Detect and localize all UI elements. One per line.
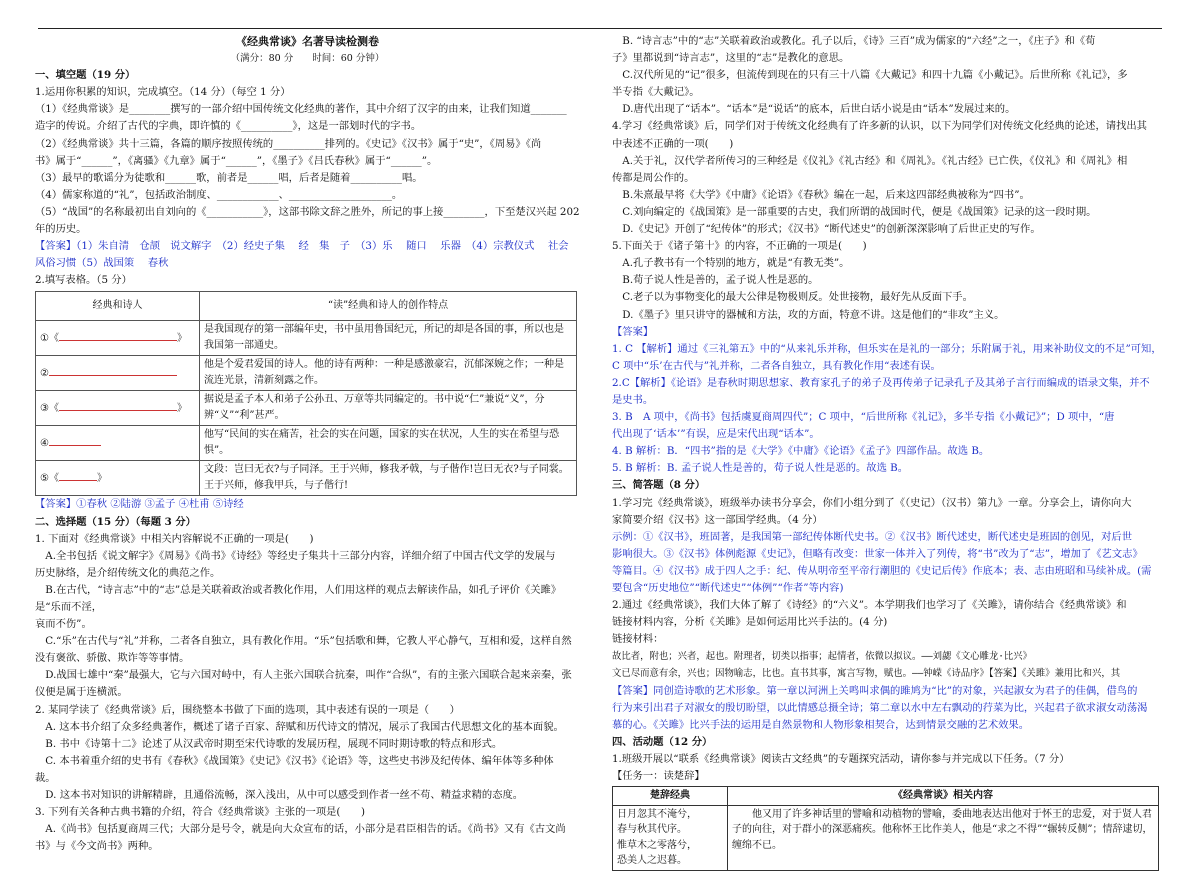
poet-table-header-col2: “读”经典和诗人的创作特点: [200, 292, 577, 321]
choice-text-line: D.《墨子》里只讲守的器械和方法，攻的方面，特意不讲。这是他们的“非攻”主义。: [612, 308, 1005, 321]
choice-text-line: D.唐代出现了“话本”。“话本”是“说话”的底本，后世白话小说是由“话本”发展过来的。: [612, 103, 1016, 116]
choice-text-line: 半专指《大戴记》。: [612, 86, 700, 99]
choice-text-line: C.“乐”在古代与“礼”并称，二者各自独立，具有教化作用。“乐”包括歌和舞，它教人平心静气，互相和爱，这样自然: [35, 635, 572, 648]
choice-text-line: 4.学习《经典常谈》后，同学们对于传统文化经典有了许多新的认识，以下为同学们对传统文化经典的论述，请找出其: [612, 120, 1147, 133]
choice-text-line: 历史脉络，是介绍传统文化的典范之作。: [35, 566, 221, 579]
task-chuci-line: 惟草木之零落兮，: [617, 839, 697, 851]
short-q1-answer-line: 要包含“历史地位”“断代述史”“体例”“作者”等内容): [612, 582, 844, 594]
choice-text-line: B. 书中《诗第十二》论述了从汉武帝时期至宋代诗歌的发展历程，展现不同时期诗歌的特点和形式。: [35, 737, 503, 750]
q1-text-line: （2）《经典常谈》共十三篇，各篇的顺序按照传统的__________排列的。《史记》《汉书》属于“史”，《周易》《尚: [35, 137, 542, 150]
section-heading-short: 三、简答题（8 分）: [612, 479, 706, 492]
choice-text-line: 5.下面关于《诸子第十》的内容，不正确的一项是( ): [612, 240, 867, 253]
choice-text-line: 3. 下列有关各种古典书籍的介绍，符合《经典常谈》主张的一项是( ): [35, 806, 366, 819]
q1-text-line: （3）最早的歌谣分为徒歌和______歌，前者是______唱，后者是随着__________唱。: [35, 171, 423, 184]
choice-questions-continued: [612, 33, 1164, 324]
short-q2-line: 2.通过《经典常谈》，我们大体了解了《诗经》的“六义”。本学期我们也学习了《关雎》，请你结合《经典常谈》和: [612, 599, 1127, 612]
row-label-end: 》: [176, 332, 187, 344]
choice-text-line: 中表述不正确的一项( ): [612, 137, 734, 150]
row-label: ④: [40, 437, 49, 449]
poet-table-row: [36, 461, 577, 496]
choice-answer-tag: 【答案】: [612, 325, 654, 338]
choice-text-line: B.朱熹最早将《大学》《中庸》《论语》《春秋》编在一起，后来这四部经典被称为“四书”。: [612, 188, 1030, 201]
task-table-header-col2: 《经典常谈》相关内容: [728, 787, 1159, 806]
q1-text-line: 年的历史。: [35, 223, 87, 236]
top-rule: [38, 28, 1162, 29]
choice-text-line: 子》里都说到“诗言志”，这里的“志”是教化的意思。: [612, 52, 850, 65]
task-table-header-col1: 楚辞经典: [613, 787, 728, 806]
row-label: ②: [40, 367, 49, 379]
row-label-end: 》: [176, 402, 187, 414]
poet-table: [35, 291, 577, 496]
short-q2: [612, 597, 1164, 631]
short-q1-answer-line: 示例：①《汉书》，班固著，是我国第一部纪传体断代史书。②《汉书》断代述史，断代述史是班固的创见，对后世: [612, 530, 1132, 543]
choice-text-line: 没有褒欲、骄傲、欺诈等等事情。: [35, 652, 190, 665]
answer-blank[interactable]: [49, 365, 177, 376]
page-subtitle: （满分：80 分 时间：60 分钟）: [230, 53, 385, 65]
choice-text-line: D. 这本书对知识的讲解精辟，且通俗流畅，深入浅出，从中可以感受到作者一丝不苟、精益求精的态度。: [35, 789, 524, 801]
choice-text-line: A.孔子教书有一个特别的地方，就是“有教无类”。: [612, 257, 850, 270]
page-title: 《经典常谈》名著导读检测卷: [236, 35, 379, 48]
section-heading-fill: 一、填空题（19 分）: [35, 69, 136, 82]
poet-table-blank-cell: [36, 391, 200, 426]
choice-answers: [612, 341, 1164, 478]
task-chuci-line: 春与秋其代序。: [617, 824, 687, 836]
choice-text-line: C. 本书着重介绍的史书有《春秋》《战国策》《史记》《汉书》《论语》等，这些史书涉及纪传体、编年体等多种体: [35, 754, 554, 767]
poet-table-description: 据说是孟子本人和弟子公孙丑、万章等共同编定的。书中说“仁”兼说“义”，分辨“义”“利”甚严。: [200, 391, 577, 426]
poet-table-row: [36, 391, 577, 426]
task-chuci-line: 日月忽其不淹兮，: [617, 808, 697, 820]
poet-table-row: [36, 321, 577, 356]
q1-answer-line: 【答案】（1）朱自清 仓颉 说文解字 （2）经史子集 经 集 子 （3）乐 随口 乐器 （4）宗教仪式 社会: [35, 240, 569, 253]
short-q1-line: 家简要介绍《汉书》这一部国学经典。（4 分）: [612, 513, 823, 526]
task-table: [612, 786, 1159, 871]
poet-table-blank-cell: [36, 321, 200, 356]
short-q1-answer-line: 影响很大。③《汉书》体例彪源《史记》，但略有改变：世家一体并入了列传，将“书”改为了“志”，增加了《艺文志》: [612, 547, 1143, 560]
choice-text-line: B. “诗言志”中的“志”关联着政治或教化。孔子以后，《诗》三百”成为儒家的“六经”之一，《庄子》和《荀: [612, 35, 1096, 47]
answer-blank[interactable]: [49, 435, 101, 446]
choice-text-line: C.老子以为事物变化的最大公律是物极则反。处世接物，最好先从反面下手。: [612, 291, 973, 304]
choice-text-line: A.《尚书》包括夏商周三代；大部分是号令，就是向大众宣布的话，小部分是君臣相告的话。《尚书》又有《古文尚: [35, 823, 566, 836]
choice-text-line: 裁。: [35, 771, 56, 784]
poet-table-blank-cell: [36, 356, 200, 391]
q1-text-line: 书》属于“______”，《离骚》《九章》属于“______”，《墨子》《吕氏春秋》属于“______”。: [35, 154, 438, 167]
answer-line: 1. C 【解析】通过《三礼第五》中的“从来礼乐并称，但乐实在是礼的一部分；乐附属于礼，用来补助仪文的不足”可知，: [612, 342, 1162, 355]
task-chuci-line: 恐美人之迟暮。: [617, 855, 687, 867]
answer-blank[interactable]: [59, 400, 177, 411]
answer-line: C 项中“乐’在古代与”礼并称，二者各自独立，具有教化作用“表述有误。: [612, 359, 941, 372]
q1-answer-line: 风俗习惯（5）战国策 春秋: [35, 257, 169, 270]
choice-text-line: B.荀子说人性是善的，孟子说人性是恶的。: [612, 274, 819, 287]
answer-blank[interactable]: [59, 470, 97, 481]
short-q2-answer-line: 行为来引出君子对淑女的殷切盼望，以此情感总摄全诗；第二章以水中左右飘动的荇菜为比，兴起君子欲求淑女动荡渴: [612, 701, 1148, 714]
short-q2-line: 链接材料内容，分析《关雎》是如何运用比兴手法的。(4 分): [612, 616, 888, 629]
q1-lines: [35, 101, 580, 238]
answer-line: 3. B A 项中，《尚书》包括虞夏商周四代”；C 项中，“后世所称《礼记》，多半专指《小戴记》”；D 项中，“唐: [612, 411, 1115, 424]
short-q1: [612, 495, 1164, 529]
short-q1-answer: [612, 529, 1164, 597]
link-material-line: 故比者，附也；兴者，起也。附理者，切类以指事；起情者，依微以拟议。——刘勰《文心雕龙·比兴》: [612, 651, 1033, 663]
poet-table-blank-cell: [36, 461, 200, 496]
task-related-content: 他又用了许多神话里的譬喻和动植物的譬喻，委曲地表达出他对于怀王的忠爱，对于贤人君子的向往，对于群小的深恶痛疾。他称怀王比作美人，他是“求之不得”“辗转反侧”；情辞逮切，缠绵不已。: [728, 805, 1159, 870]
q1-text-line: 造字的传说。介绍了古代的字典，即许慎的《__________》，这是一部划时代的字书。: [35, 120, 422, 133]
q1-answer: [35, 238, 580, 272]
choice-text-line: D.《史记》开创了“纪传体”的形式；《汉书》“断代述史”的创新深深影响了后世正史的写作。: [612, 223, 1041, 236]
link-material-label: 链接材料：: [612, 633, 664, 646]
section-heading-choice: 二、选择题（15 分）（每题 3 分）: [35, 515, 196, 528]
q1-text-line: （4）儒家称道的“礼”，包括政治制度、____________、____________________。: [35, 188, 403, 201]
q1-stem: 1.运用你积累的知识，完成填空。（14 分）（每空 1 分）: [35, 86, 291, 99]
choice-text-line: B.在古代，“诗言志”中的“志”总是关联着政治或者教化作用，人们用这样的观点去解读作品，如孔子评价《关雎》是“乐而不淫，: [35, 583, 562, 613]
choice-text-line: A.关于礼，汉代学者所传习的三种经是《仪礼》《礼古经》和《周礼》。《礼古经》已亡佚，《仪礼》和《周礼》相: [612, 154, 1128, 167]
choice-text-line: 书》与《今文尚书》两种。: [35, 840, 159, 853]
link-material-line: 文已尽而意有余，兴也；因物喻志，比也。直书其事，寓言写物，赋也。——钟嵘《诗品序》【答案】《关雎》兼用比和兴，其: [612, 668, 1121, 680]
poet-table-description: 是我国现存的第一部编年史，书中虽用鲁国纪元，所记的却是各国的事，所以也是我国第一部通史。: [200, 321, 577, 356]
short-q2-answer-line: 【答案】同创造诗歌的艺术形象。第一章以河洲上关鸣叫求偶的雎鸠为“比”的对象，兴起淑女为君子的佳偶，借鸟的: [612, 684, 1138, 697]
poet-table-header-col1: 经典和诗人: [36, 292, 200, 321]
link-material: [612, 648, 1164, 682]
right-column: [612, 33, 1164, 867]
poet-table-description: 文段：岂曰无衣?与子同泽。王于兴师，修我矛戟，与子偕作!岂曰无衣?与子同裳。王于兴师，修我甲兵，与子偕行!: [200, 461, 577, 496]
row-label-end: 》: [96, 472, 107, 484]
poet-table-blank-cell: [36, 426, 200, 461]
answer-line: 4. B 解析：B．“四书”指的是《大学》《中庸》《论语》《孟子》四部作品。故选 B。: [612, 445, 990, 458]
answer-blank[interactable]: [59, 330, 177, 341]
q2-stem: 2.填写表格。（5 分）: [35, 274, 132, 287]
choice-text-line: 传都是周公作的。: [612, 171, 695, 184]
left-column: [35, 33, 580, 853]
choice-text-line: 2. 某同学读了《经典常谈》后，围绕整本书做了下面的选项，其中表述有误的一项是（ ）: [35, 703, 460, 716]
row-label: ③《: [40, 402, 59, 414]
poet-table-description: 他写“民间的实在痛苦，社会的实在问题，国家的实在状况，人生的实在希望与恐惧”。: [200, 426, 577, 461]
choice-text-line: A.全书包括《说文解字》《周易》《尚书》《诗经》等经史子集共十三部分内容，详细介绍了中国古代文学的发展与: [35, 549, 556, 562]
answer-line: 代出现了‘话本’”有误，应是宋代出现“话本”。: [612, 428, 820, 441]
short-q1-answer-line: 等篇目。④《汉书》成于四人之手：纪、传从明帝至平帝行潮胆的《史记后传》作底本；表、志由班昭和马续补成。(需: [612, 564, 1152, 577]
choice-text-line: 仪便是属于连横派。: [35, 686, 128, 699]
answer-line: 5. B 解析：B. 孟子说人性是善的，荀子说人性是恶的。故选 B。: [612, 462, 909, 475]
q1-text-line: （1）《经典常谈》是________撰写的一部介绍中国传统文化经典的著作，其中介绍了汉字的由来，让我们知道_______: [35, 103, 567, 116]
poet-table-row: [36, 356, 577, 391]
short-q2-answer-line: 慕的心。《关雎》比兴手法的运用是自然景物和人物形象相契合，达到情景交融的艺术效果。: [612, 718, 1030, 731]
choice-text-line: 哀而不伤”。: [35, 618, 92, 631]
answer-line: 2.C【解析】《论语》是春秋时期思想家、教育家孔子的弟子及再传弟子记录孔子及其弟子言行而编成的语录文集，并不: [612, 376, 1150, 389]
choice-text-line: D.战国七雄中“秦”最强大，它与六国对峙中，有人主张六国联合抗秦，叫作“合纵”，有的主张六国联合起来亲秦，张: [35, 669, 572, 682]
row-label: ⑤《: [40, 472, 59, 484]
choice-questions: [35, 531, 580, 856]
activity-q1-stem: 1.班级开展以“联系《经典常谈》阅读古文经典”的专题探究活动，请你参与并完成以下任务。（7 分）: [612, 752, 1070, 765]
short-q2-answer: [612, 683, 1164, 734]
choice-text-line: C.刘向编定的《战国策》是一部重要的古史，我们所谓的战国时代，便是《战国策》记录的这一段时期。: [612, 205, 1097, 218]
task-label: 【任务一：读楚辞】: [612, 770, 705, 783]
choice-text-line: 1. 下面对《经典常谈》中相关内容解说不正确的一项是( ): [35, 532, 314, 545]
q2-answer: 【答案】①春秋 ②陆游 ③孟子 ④杜甫 ⑤诗经: [35, 498, 244, 511]
choice-text-line: C.汉代所见的“记”很多，但流传到现在的只有三十八篇《大戴记》和四十九篇《小戴记》。后世所称《礼记》，多: [612, 69, 1128, 82]
q1-text-line: （5）“战国”的名称最初出自刘向的《___________》，这部书除文辞之胜外，所记的事上接________，下至楚汉兴起 202: [35, 205, 580, 218]
poet-table-description: 他是个爱君爱国的诗人。他的诗有两种：一种是感激豪宕，沉郁深婉之作；一种是流连光景，清新刻露之作。: [200, 356, 577, 391]
choice-text-line: A. 这本书介绍了众多经典著作，概述了诸子百家、辞赋和历代诗文的情况，展示了我国古代思想文化的基本面貌。: [35, 720, 564, 733]
row-label: ①《: [40, 332, 59, 344]
task-chuci-text: [613, 805, 728, 870]
poet-table-row: [36, 426, 577, 461]
answer-line: 是史书。: [612, 393, 654, 406]
short-q1-line: 1.学习完《经典常谈》，班级举办读书分享会，你们小组分到了《（史记）（汉书）第九》一章。分享会上，请你向大: [612, 496, 1132, 509]
section-heading-activity: 四、活动题（12 分）: [612, 735, 713, 748]
